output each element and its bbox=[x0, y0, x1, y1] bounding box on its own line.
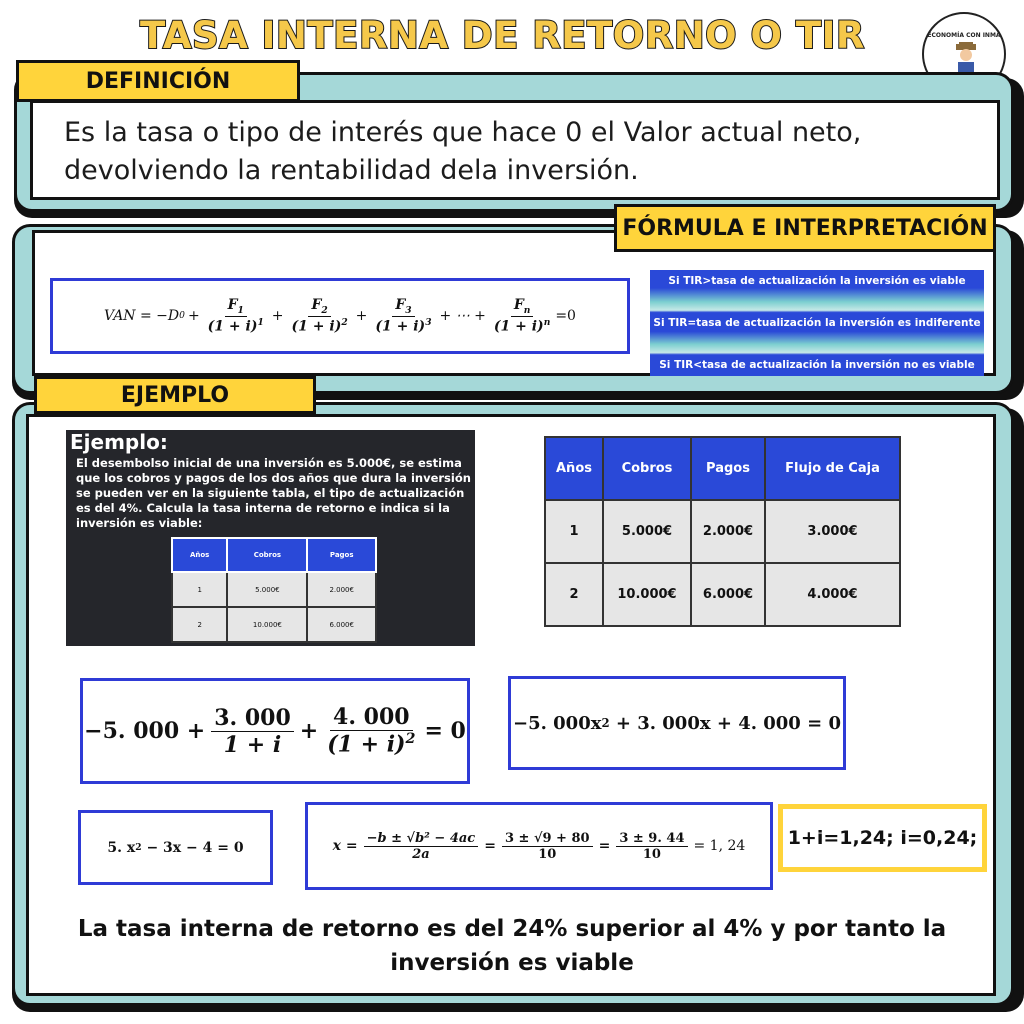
table-row: 2 10.000€ 6.000€ bbox=[172, 607, 376, 642]
condition-no-viable: Si TIR<tasa de actualización la inversión no es viable bbox=[659, 359, 975, 371]
table-header: Pagos bbox=[691, 437, 765, 500]
formula-tab: FÓRMULA E INTERPRETACIÓN bbox=[614, 204, 996, 252]
table-header: Años bbox=[545, 437, 603, 500]
table-row: 2 10.000€ 6.000€ 4.000€ bbox=[545, 563, 900, 626]
table-header: Pagos bbox=[307, 538, 376, 572]
result-box: 1+i=1,24; i=0,24; bbox=[778, 804, 987, 872]
logo-top-text: ECONOMÍA CON INMA bbox=[927, 32, 1001, 39]
condition-indiferente: Si TIR=tasa de actualización la inversión es indiferente bbox=[653, 317, 981, 329]
equation-van-zero: −5. 000 + $\frac{3. 000}{1 + i}$ + $\frac{4. 000}{(1 + i)^2}$ = 0 bbox=[80, 678, 470, 784]
condition-viable: Si TIR>tasa de actualización la inversión es viable bbox=[668, 275, 966, 287]
conclusion-text: La tasa interna de retorno es del 24% superior al 4% y por tanto la inversión es viable bbox=[77, 916, 947, 976]
van-formula: VAN = −D 0 + $\frac{F_1}{(1 + i)^1}$ + $\frac{F_2}{(1 + i)^2}$ + $\frac{F_3}{(1 + i)^3}$ + ⋯ + $\frac{F_n}{(1 + i)^n}$ =0 bbox=[50, 278, 630, 354]
formula-term-2: $\frac{F_2}{(1 + i)^2}$ bbox=[291, 297, 348, 335]
page-title: TASA INTERNA DE RETORNO O TIR bbox=[140, 14, 865, 57]
example-heading: Ejemplo: bbox=[70, 430, 168, 454]
table-row: 1 5.000€ 2.000€ 3.000€ bbox=[545, 500, 900, 563]
table-header: Cobros bbox=[603, 437, 691, 500]
example-tab: EJEMPLO bbox=[34, 376, 316, 414]
formula-lhs-sub: 0 bbox=[179, 311, 185, 321]
table-header: Cobros bbox=[227, 538, 307, 572]
formula-lhs: VAN = −D bbox=[104, 308, 180, 324]
definition-text: Es la tasa o tipo de interés que hace 0 el Valor actual neto, devolviendo la rentabilidad dela inversión. bbox=[64, 117, 862, 186]
formula-term-1: $\frac{F_1}{(1 + i)^1}$ bbox=[207, 297, 264, 335]
example-card bbox=[66, 430, 475, 646]
definition-tab: DEFINICIÓN bbox=[16, 60, 300, 102]
cash-flow-table bbox=[544, 436, 901, 627]
equation-simplified: 5. x 2 − 3x − 4 = 0 bbox=[78, 810, 273, 885]
table-row: 1 5.000€ 2.000€ bbox=[172, 572, 376, 607]
equation-solution: x = $\frac{\text{−b ± √b² − 4ac}}{2a}$ = $\frac{3 \pm √9 + 80}{10}$ = $\frac{3 \pm 9. 44}{10}$ = 1, 24 bbox=[305, 802, 773, 890]
formula-term-n: $\frac{F_n}{(1 + i)^n}$ bbox=[493, 297, 551, 335]
equation-quadratic: −5. 000x 2 + 3. 000x + 4. 000 = 0 bbox=[508, 676, 846, 770]
example-statement: El desembolso inicial de una inversión es 5.000€, se estima que los cobros y pagos de los dos años que dura la inversión se pueden ver en la siguiente tabla, el tipo de actualización es del 4%. Calcula la tasa interna de retorno e indica si la inversión es viable: bbox=[76, 456, 471, 530]
formula-term-3: $\frac{F_3}{(1 + i)^3}$ bbox=[375, 297, 432, 335]
avatar-icon bbox=[954, 42, 978, 76]
table-header: Flujo de Caja bbox=[765, 437, 900, 500]
example-mini-table bbox=[171, 537, 377, 643]
table-header: Años bbox=[172, 538, 227, 572]
formula-rhs: =0 bbox=[555, 308, 576, 324]
formula-ellipsis: + ⋯ + bbox=[439, 308, 486, 324]
